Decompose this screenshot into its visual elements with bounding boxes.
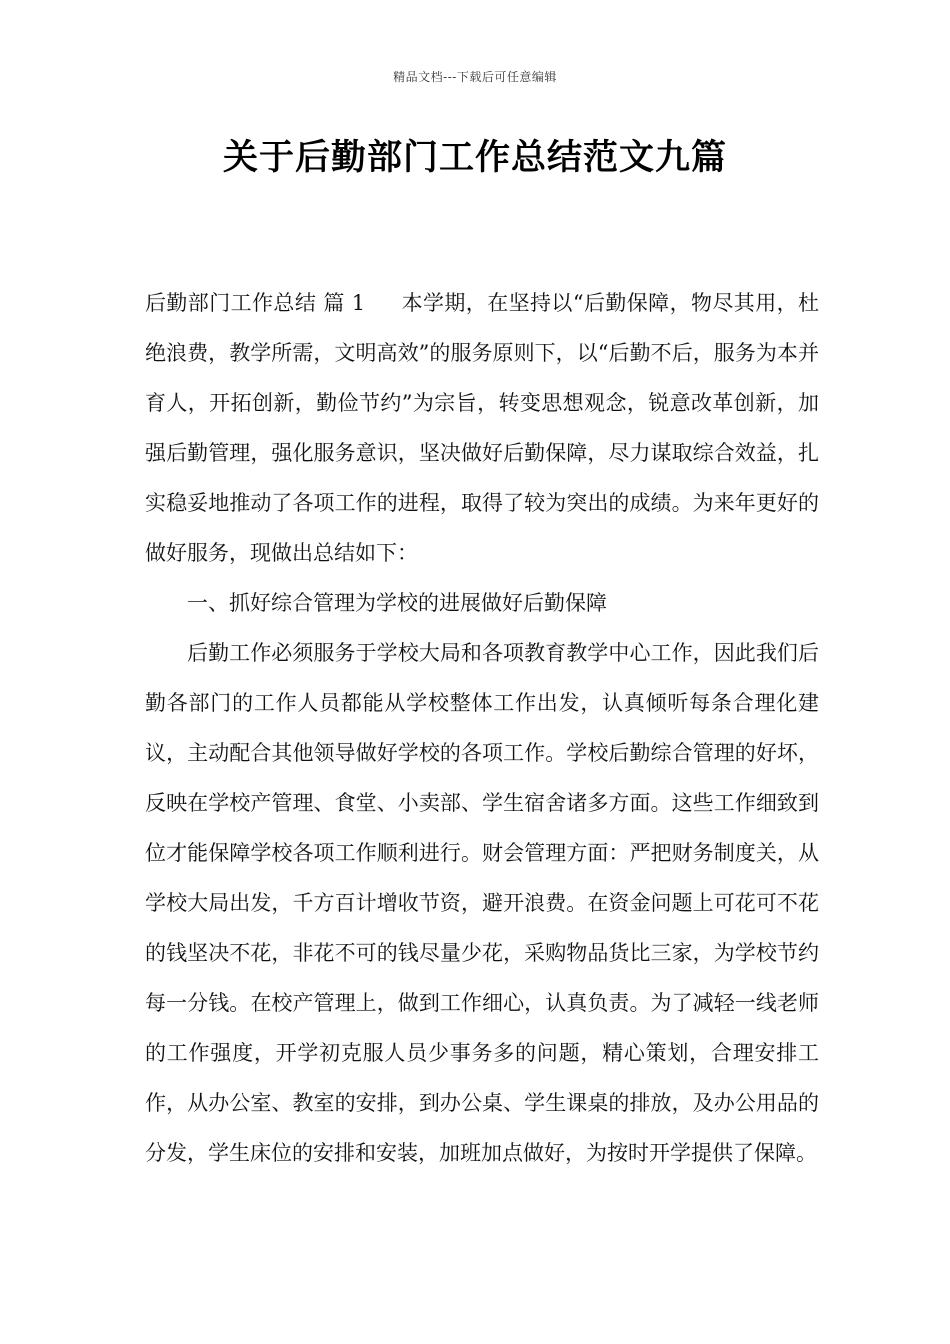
header-note: 精品文档---下载后可任意编辑 xyxy=(393,70,557,84)
body-paragraph: 后勤工作必须服务于学校大局和各项教育教学中心工作，因此我们后勤各部门的工作人员都能从学校整体工作出发，认真倾听每条合理化建议，主动配合其他领导做好学校的各项工作。学校后勤综合管理的好坏，反映在学校产管理、食堂、小卖部、学生宿舍诸多方面。这些工作细致到位才能保障学校各项工作顺利进行。财会管理方面：严把财务制度关，从学校大局出发，千方百计增收节资，避开浪费。在资金问题上可花可不花的钱坚决不花，非花不可的钱尽量少花，采购物品货比三家，为学校节约每一分钱。在校产管理上，做到工作细心，认真负责。为了减轻一线老师的工作强度，开学初克服人员少事务多的问题，精心策划，合理安排工作，从办公室、教室的安排，到办公桌、学生课桌的排放，及办公用品的分发，学生床位的安排和安装，加班加点做好，为按时开学提供了保障。 xyxy=(145,641,819,1165)
section-heading: 一、抓好综合管理为学校的进展做好后勤保障 xyxy=(187,591,607,615)
intro-paragraph xyxy=(145,278,819,578)
section-label: 后勤部门工作总结 篇 1 xyxy=(145,291,366,315)
document-body xyxy=(145,278,819,1178)
intro-text: 本学期，在坚持以“后勤保障，物尽其用，杜绝浪费，教学所需，文明高效”的服务原则下，以“后勤不后，服务为本并育人，开拓创新，勤俭节约”为宗旨，转变思想观念，锐意改革创新，加强后勤管理，强化服务意识，坚决做好后勤保障，尽力谋取综合效益，扎实稳妥地推动了各项工作的进程，取得了较为突出的成绩。为来年更好的做好服务，现做出总结如下： xyxy=(145,291,820,565)
page-title: 关于后勤部门工作总结范文九篇 xyxy=(222,137,727,178)
